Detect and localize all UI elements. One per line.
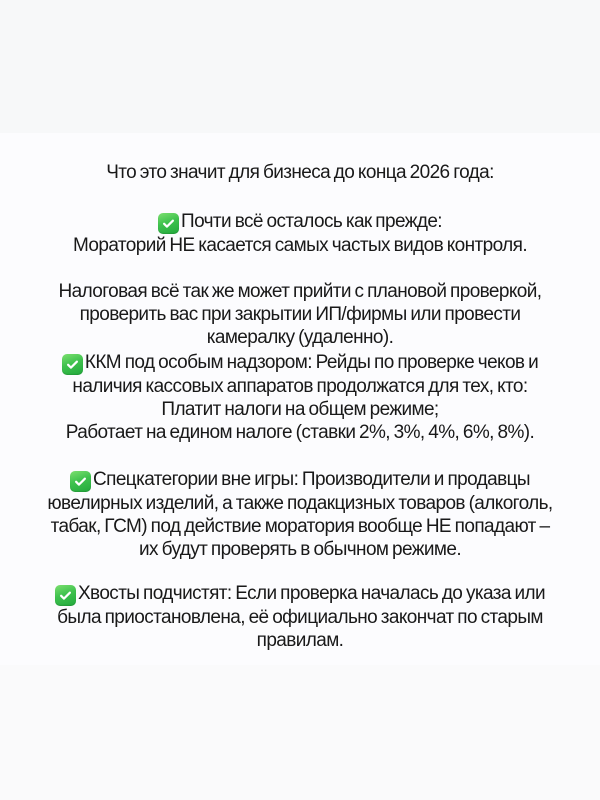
- paragraph-tax-checks: [26, 280, 574, 349]
- paragraph-text: Хвосты подчистят: Если проверка началась до указа или была приостановлена, её официально закончат по старым правилам.: [57, 583, 546, 651]
- check-icon: [158, 213, 179, 234]
- paragraph-kkm-oversight: [26, 351, 574, 444]
- paragraph-old-checks-finish: [26, 582, 574, 652]
- paragraph-text: Налоговая всё так же может прийти с плановой проверкой, проверить вас при закрытии ИП/фирмы или провести камералку (удаленно).: [58, 281, 542, 348]
- page-title: Что это значит для бизнеса до конца 2026 года:: [106, 162, 494, 183]
- paragraph-special-categories: [26, 468, 574, 561]
- paragraph-text: ККМ под особым надзором: Рейды по проверке чеков и наличия кассовых аппаратов продолжатся для тех, кто: Платит налоги на общем режиме; Работает на едином налоге (ставки 2%, 3%, 4%, 6%, 8%).: [65, 352, 539, 443]
- paragraph-text: Почти всё осталось как прежде: Мораторий НЕ касается самых частых видов контроля.: [72, 211, 528, 256]
- paragraph-text: Спецкатегории вне игры: Производители и продавцы ювелирных изделий, а также подакцизных товаров (алкоголь, табак, ГСМ) под действие моратория вообще НЕ попадают – их будут проверять в обычном режиме.: [47, 469, 553, 560]
- post-image: [0, 133, 600, 665]
- check-icon: [55, 585, 76, 606]
- check-icon: [70, 471, 91, 492]
- paragraph-almost-unchanged: [26, 210, 574, 257]
- check-icon: [62, 354, 83, 375]
